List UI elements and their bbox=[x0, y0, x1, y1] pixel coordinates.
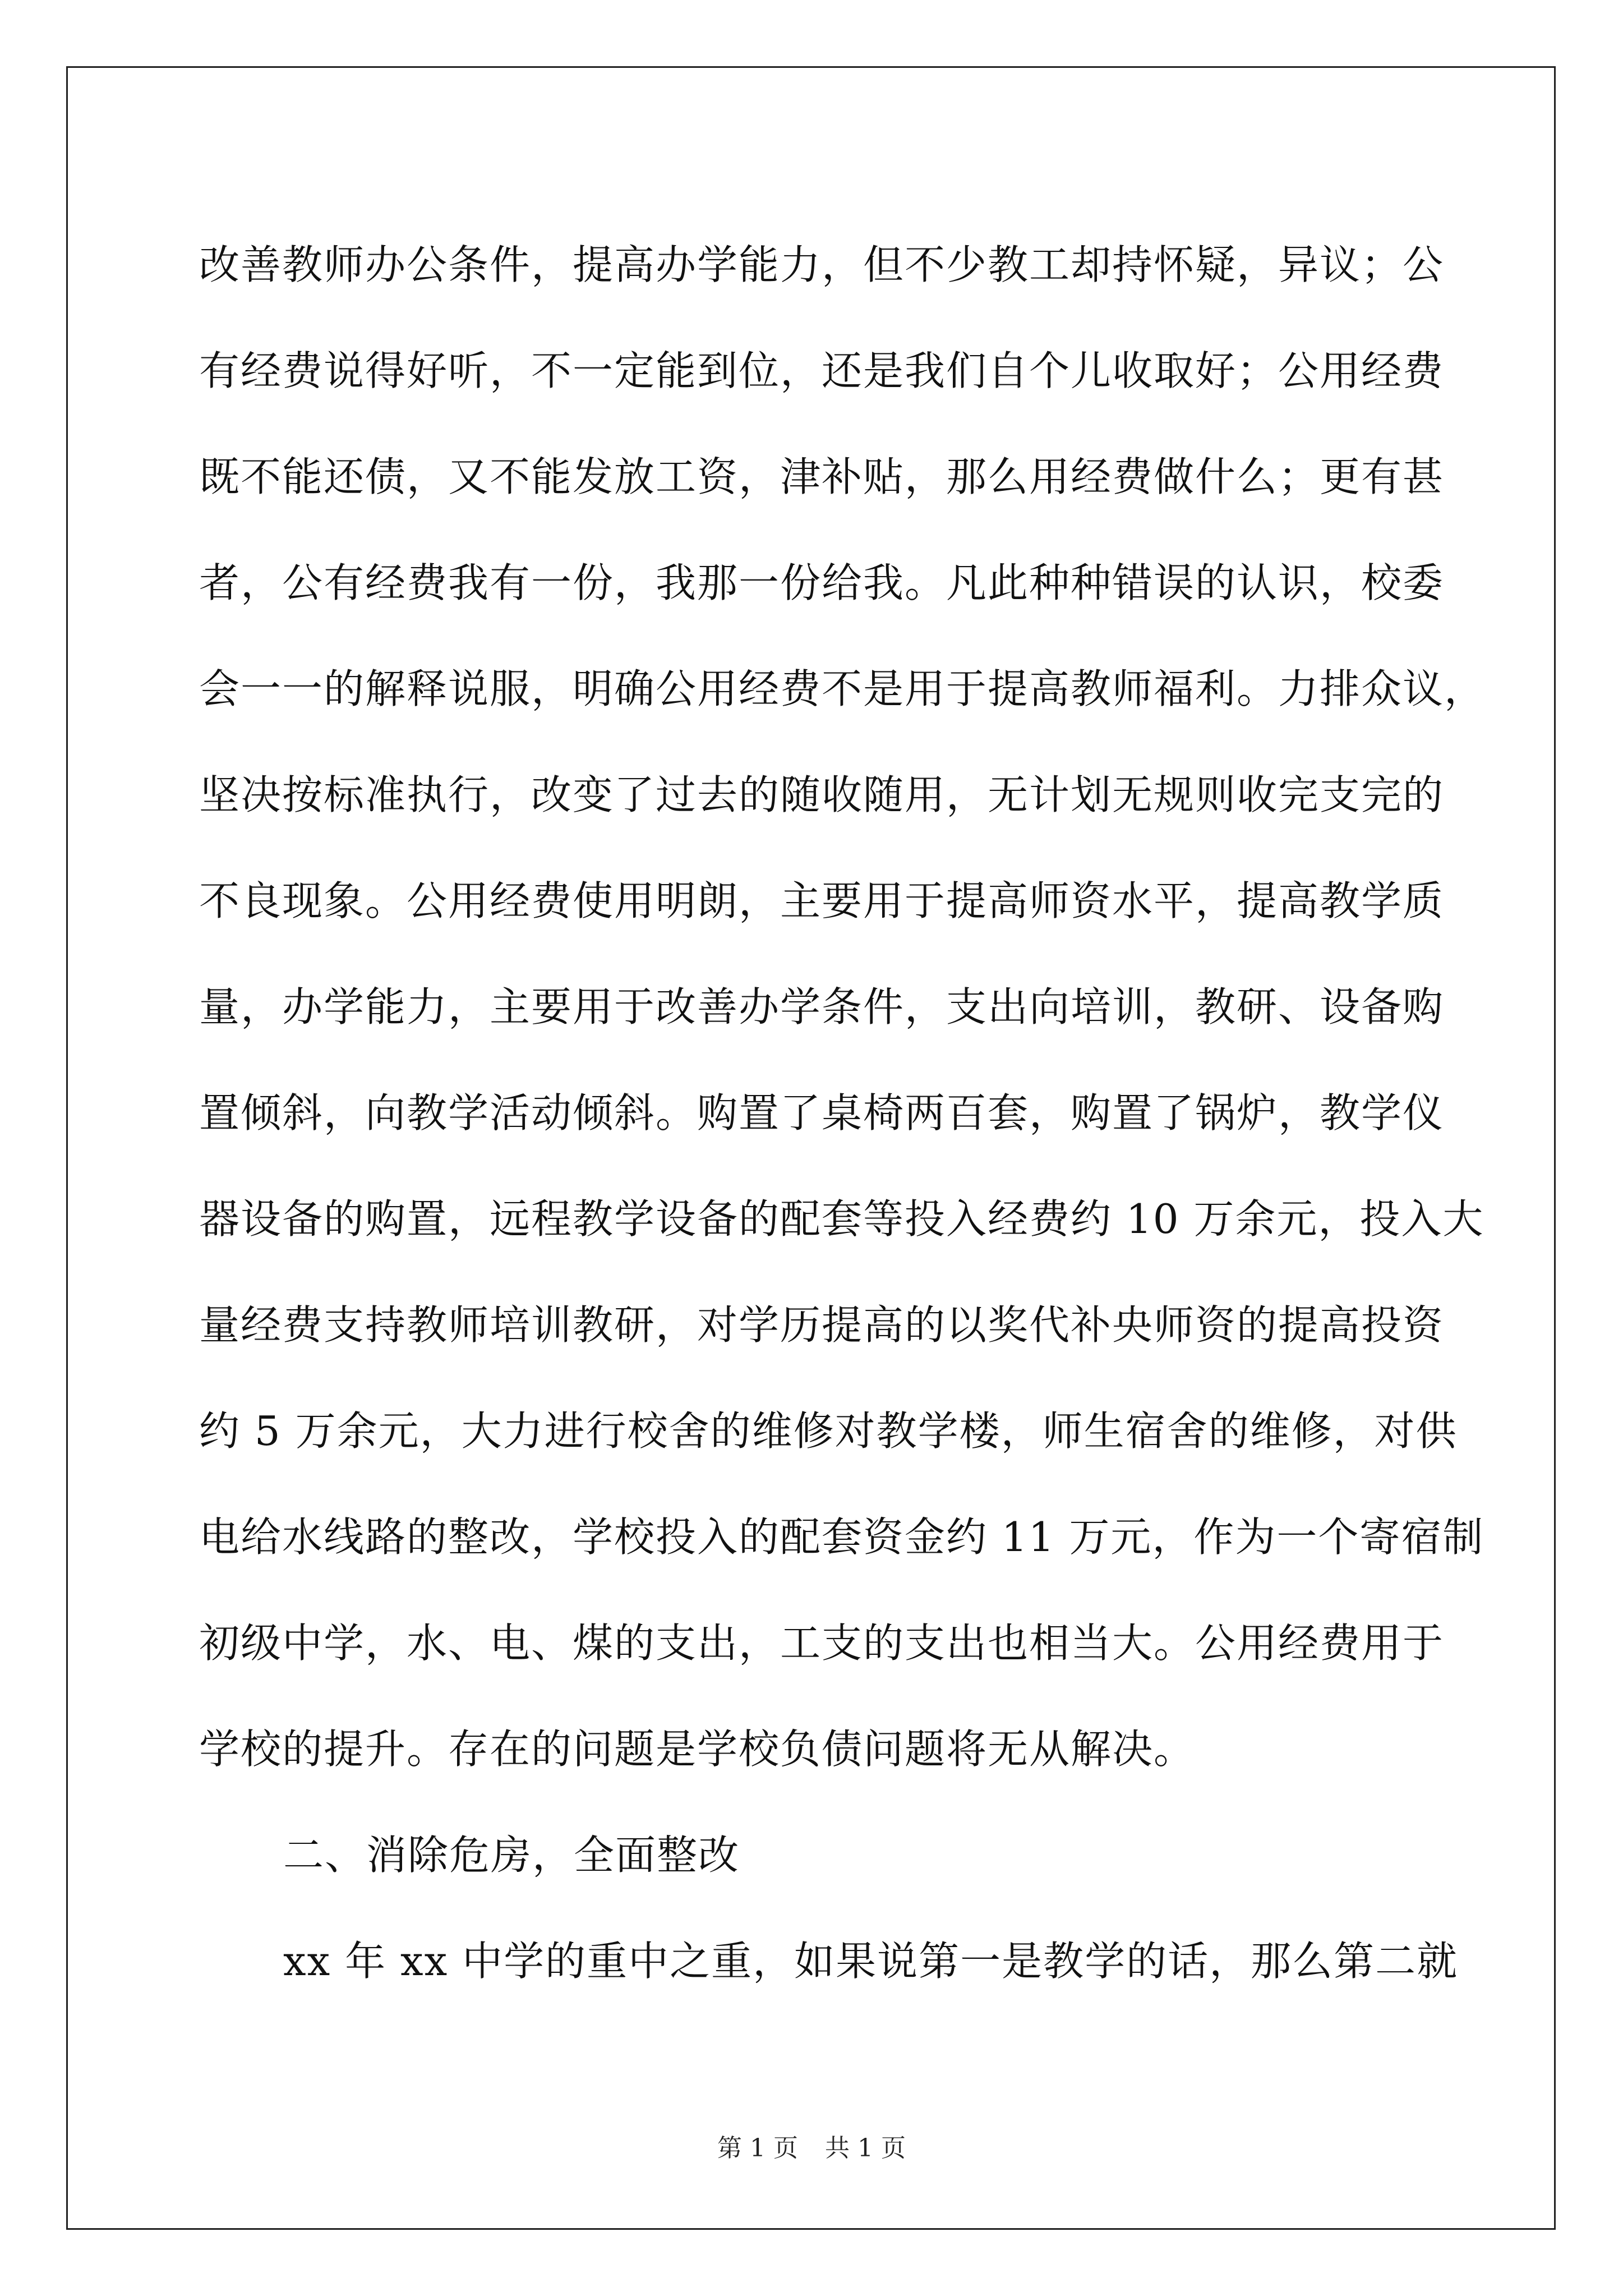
section-heading: 二、消除危房，全面整改 bbox=[283, 1832, 740, 1879]
paragraph-line: 坚决按标准执行，改变了过去的随收随用，无计划无规则收完支完的 bbox=[199, 771, 1445, 818]
paragraph-line: 置倾斜，向教学活动倾斜。购置了桌椅两百套，购置了锅炉，教学仪 bbox=[199, 1089, 1445, 1137]
paragraph-line: 初级中学，水、电、煤的支出，工支的支出也相当大。公用经费用于 bbox=[199, 1619, 1445, 1667]
paragraph-line: xx 年 xx 中学的重中之重，如果说第一是教学的话，那么第二就 bbox=[283, 1938, 1459, 1985]
paragraph-line: 约 5 万余元，大力进行校舍的维修对教学楼，师生宿舍的维修，对供 bbox=[199, 1407, 1458, 1455]
paragraph-line-last: 学校的提升。存在的问题是学校负债问题将无从解决。 bbox=[199, 1726, 1196, 1773]
paragraph-line: 量经费支持教师培训教研，对学历提高的以奖代补央师资的提高投资 bbox=[199, 1301, 1445, 1349]
paragraph-line: 既不能还债，又不能发放工资，津补贴，那么用经费做什么；更有甚 bbox=[199, 453, 1445, 500]
paragraph-line: 会一一的解释说服，明确公用经费不是用于提高教师福利。力排众议， bbox=[199, 665, 1486, 712]
paragraph-line: 电给水线路的整改，学校投入的配套资金约 11 万元，作为一个寄宿制 bbox=[199, 1513, 1484, 1561]
paragraph-line: 改善教师办公条件，提高办学能力，但不少教工却持怀疑，异议；公 bbox=[199, 241, 1445, 288]
page-total: 共 1 页 bbox=[825, 2134, 906, 2162]
paragraph-line: 者，公有经费我有一份，我那一份给我。凡此种种错误的认识，校委 bbox=[199, 559, 1445, 606]
paragraph-line: 器设备的购置，远程教学设备的配套等投入经费约 10 万余元，投入大 bbox=[199, 1195, 1484, 1243]
page-number: 第 1 页 bbox=[717, 2134, 798, 2162]
paragraph-line: 有经费说得好听，不一定能到位，还是我们自个儿收取好；公用经费 bbox=[199, 347, 1445, 394]
paragraph-line: 不良现象。公用经费使用明朗，主要用于提高师资水平，提高教学质 bbox=[199, 877, 1445, 924]
paragraph-line: 量，办学能力，主要用于改善办学条件，支出向培训，教研、设备购 bbox=[199, 983, 1445, 1030]
document-body bbox=[199, 212, 1486, 2014]
page-footer bbox=[0, 2132, 1623, 2165]
